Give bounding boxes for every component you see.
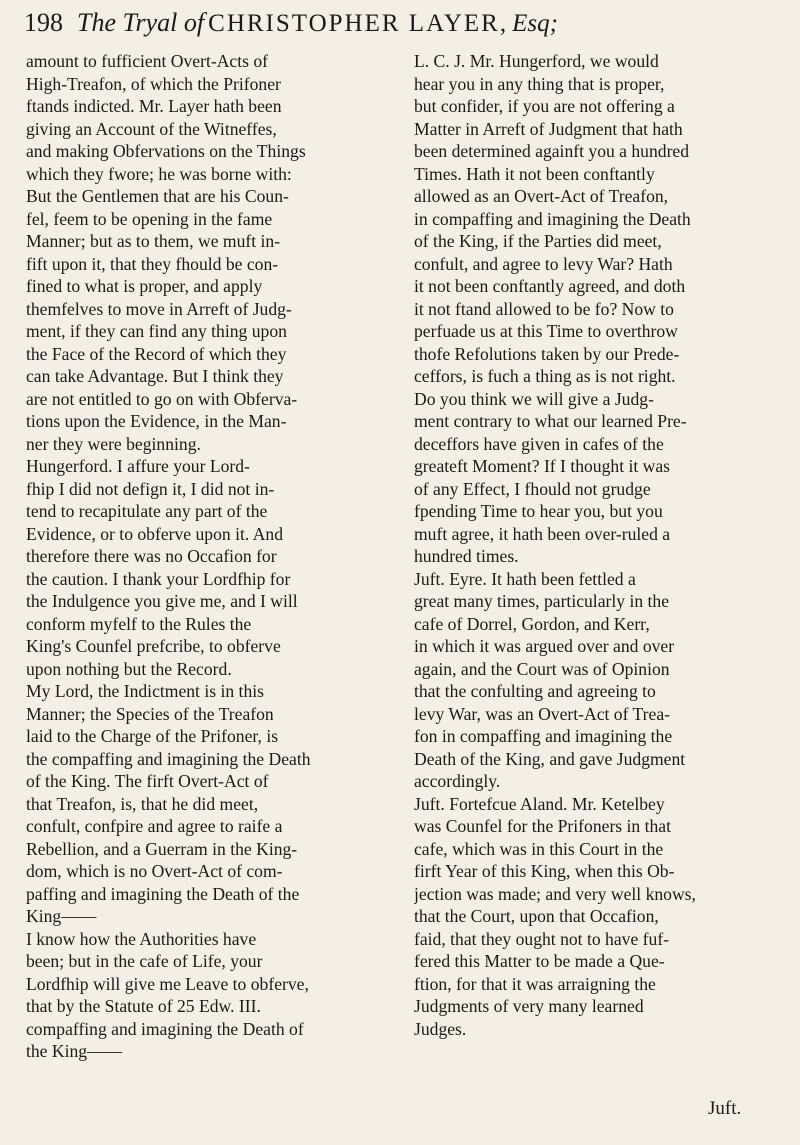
left-column <box>26 50 398 1063</box>
text-line: it not ftand allowed to be fo? Now to <box>414 298 674 319</box>
text-line: been; but in the cafe of Life, your <box>26 951 263 971</box>
text-line: amount to fufficient Overt-Acts of <box>26 51 269 71</box>
text-line: the Face of the Record of which they <box>26 343 287 364</box>
text-line: in compaffing and imagining the Death <box>414 208 691 229</box>
text-line: King—— <box>26 906 97 926</box>
text-line: laid to the Charge of the Prifoner, is <box>26 726 279 746</box>
text-line: High-Treafon, of which the Prifoner <box>26 73 281 94</box>
text-line: compaffing and imagining the Death of <box>26 1018 304 1039</box>
text-line: Juft. Fortefcue Aland. Mr. Ketelbey <box>414 793 665 814</box>
page-header <box>24 8 784 54</box>
text-line: Death of the King, and gave Judgment <box>414 748 686 769</box>
text-line: Judgments of very many learned <box>414 996 644 1016</box>
text-line: King's Counfel prefcribe, to obferve <box>26 636 281 656</box>
text-line: themfelves to move in Arreft of Judg- <box>26 298 292 319</box>
text-line: that by the Statute of 25 Edw. III. <box>26 996 261 1016</box>
text-line: fift upon it, that they fhould be con- <box>26 253 279 274</box>
text-line: Rebellion, and a Guerram in the King- <box>26 838 298 859</box>
text-line: Lordfhip will give me Leave to obferve, <box>26 973 309 994</box>
text-line: fined to what is proper, and apply <box>26 276 263 296</box>
text-line: But the Gentlemen that are his Coun- <box>26 186 289 206</box>
text-line: fered this Matter to be made a Que- <box>414 951 665 971</box>
text-line: thofe Refolutions taken by our Prede- <box>414 343 680 364</box>
text-line: great many times, particularly in the <box>414 591 670 611</box>
text-line: perfuade us at this Time to overthrow <box>414 321 678 341</box>
text-line: was Counfel for the Prifoners in that <box>414 816 672 836</box>
text-line: paffing and imagining the Death of the <box>26 883 300 904</box>
text-line: but confider, if you are not offering a <box>414 96 675 116</box>
text-line: deceffors have given in cafes of the <box>414 433 664 454</box>
text-line: of the King. The firft Overt-Act of <box>26 771 269 791</box>
text-line: My Lord, the Indictment is in this <box>26 681 264 701</box>
text-line: ment, if they can find any thing upon <box>26 321 287 341</box>
running-title-caps: CHRISTOPHER LAYER, <box>208 10 509 37</box>
text-line: therefore there was no Occafion for <box>26 546 277 566</box>
text-line: of the King, if the Parties did meet, <box>414 231 662 251</box>
text-line: fon in compaffing and imagining the <box>414 726 673 746</box>
text-line: Evidence, or to obferve upon it. And <box>26 523 283 544</box>
text-line: levy War, was an Overt-Act of Trea- <box>414 703 671 724</box>
text-line: greateft Moment? If I thought it was <box>414 456 671 476</box>
text-line: which they fwore; he was borne with: <box>26 163 292 184</box>
text-line: cafe, which was in this Court in the <box>414 838 664 859</box>
text-line: it not been conftantly agreed, and doth <box>414 276 686 296</box>
text-line: of any Effect, I fhould not grudge <box>414 478 651 499</box>
text-line: jection was made; and very well knows, <box>414 883 696 904</box>
text-line: can take Advantage. But I think they <box>26 366 284 386</box>
text-line: ment contrary to what our learned Pre- <box>414 411 687 431</box>
text-line: ceffors, is fuch a thing as is not right. <box>414 366 676 386</box>
catchword: Juft. <box>708 1098 742 1119</box>
text-line: firft Year of this King, when this Ob- <box>414 861 675 881</box>
text-line: that Treafon, is, that he did meet, <box>26 793 259 814</box>
running-title-esq: Esq; <box>512 10 558 37</box>
text-line: fel, feem to be opening in the fame <box>26 208 273 229</box>
running-title-italic: The Tryal of <box>77 8 205 37</box>
text-line: Hungerford. I affure your Lord- <box>26 456 250 476</box>
text-line: tions upon the Evidence, in the Man- <box>26 411 287 431</box>
text-line: Times. Hath it not been conftantly <box>414 163 655 184</box>
text-line: upon nothing but the Record. <box>26 658 232 679</box>
text-line: confult, and agree to levy War? Hath <box>414 253 673 274</box>
text-line: been determined againft you a hundred <box>414 141 690 161</box>
text-line: giving an Account of the Witneffes, <box>26 118 277 139</box>
text-line: allowed as an Overt-Act of Treafon, <box>414 186 669 206</box>
text-line: fhip I did not defign it, I did not in- <box>26 478 275 499</box>
text-line: that the Court, upon that Occafion, <box>414 906 659 926</box>
text-line: Judges. <box>414 1018 467 1039</box>
text-line: accordingly. <box>414 771 501 791</box>
text-line: hundred times. <box>414 546 519 566</box>
text-line: the caution. I thank your Lordfhip for <box>26 568 291 589</box>
text-line: Juft. Eyre. It hath been fettled a <box>414 568 636 589</box>
text-line: the Indulgence you give me, and I will <box>26 591 298 611</box>
text-line: confult, confpire and agree to raife a <box>26 816 283 836</box>
text-line: again, and the Court was of Opinion <box>414 658 670 679</box>
text-line: the King—— <box>26 1041 123 1061</box>
text-line: that the confulting and agreeing to <box>414 681 656 701</box>
text-line: conform myfelf to the Rules the <box>26 613 252 634</box>
text-line: tend to recapitulate any part of the <box>26 501 268 521</box>
text-line: Manner; but as to them, we muft in- <box>26 231 281 251</box>
text-line: Manner; the Species of the Treafon <box>26 703 274 724</box>
text-line: and making Obfervations on the Things <box>26 141 306 161</box>
text-line: muft agree, it hath been over-ruled a <box>414 523 671 544</box>
text-line: the compaffing and imagining the Death <box>26 748 311 769</box>
text-line: hear you in any thing that is proper, <box>414 73 665 94</box>
text-line: Do you think we will give a Judg- <box>414 388 654 409</box>
right-column <box>414 50 786 1040</box>
text-line: cafe of Dorrel, Gordon, and Kerr, <box>414 613 650 634</box>
page-number: 198 <box>24 8 63 37</box>
text-line: dom, which is no Overt-Act of com- <box>26 861 283 881</box>
text-line: L. C. J. Mr. Hungerford, we would <box>414 51 659 71</box>
text-line: fpending Time to hear you, but you <box>414 501 663 521</box>
text-line: in which it was argued over and over <box>414 636 675 656</box>
text-line: I know how the Authorities have <box>26 928 257 949</box>
text-line: ner they were beginning. <box>26 433 201 454</box>
text-line: ftands indicted. Mr. Layer hath been <box>26 96 282 116</box>
text-line: ftion, for that it was arraigning the <box>414 973 656 994</box>
text-line: are not entitled to go on with Obferva- <box>26 388 298 409</box>
text-line: faid, that they ought not to have fuf- <box>414 928 670 949</box>
text-line: Matter in Arreft of Judgment that hath <box>414 118 683 139</box>
